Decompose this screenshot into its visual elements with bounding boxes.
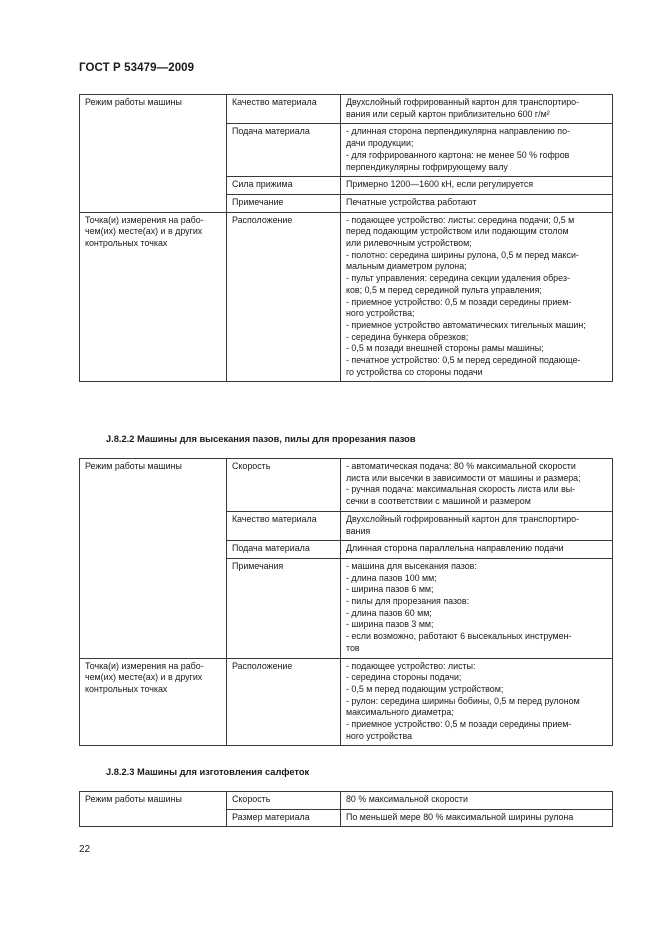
param-cell: Подача материала: [227, 124, 341, 177]
param-cell: Качество материала: [227, 511, 341, 540]
text-line: - середина бункера обрезков;: [346, 331, 469, 342]
value-cell: [341, 809, 613, 827]
text-line: 80 % максимальной скорости: [346, 794, 468, 804]
text-line: - ширина пазов 3 мм;: [346, 619, 434, 630]
text-line: - пульт управления: середина секции удаления обрез-: [346, 273, 570, 284]
table-2: [79, 458, 613, 746]
text-line: листа или высечки в зависимости от машины и размера;: [346, 472, 581, 483]
text-line: - 0,5 м позади внешней стороны рамы машины;: [346, 343, 544, 354]
text-line: перпендикулярны гофрирующему валу: [346, 161, 508, 172]
group-label: Точка(и) измерения на рабо-чем(их) месте(ах) и в других контрольных точках: [80, 212, 227, 382]
text-line: тов: [346, 642, 360, 653]
text-line: - если возможно, работают 6 высекальных инструмен-: [346, 631, 572, 642]
text-line: ков; 0,5 м перед серединой пульта управления;: [346, 284, 542, 295]
text-line: По меньшей мере 80 % максимальной ширины рулона: [346, 811, 574, 822]
param-cell: Расположение: [227, 212, 341, 382]
text-line: - середина стороны подачи;: [346, 672, 462, 683]
group-label: Режим работы машины: [80, 95, 227, 213]
value-cell: [341, 558, 613, 658]
value-cell: [341, 658, 613, 746]
text-line: - длинная сторона перпендикулярна направлению по-: [346, 126, 570, 137]
text-line: вания: [346, 525, 371, 536]
section-title: J.8.2.3 Машины для изготовления салфеток: [106, 767, 310, 777]
value-cell: [341, 95, 613, 124]
value-cell: [341, 194, 613, 212]
value-cell: [341, 792, 613, 810]
param-cell: Размер материала: [227, 809, 341, 827]
table-1: [79, 94, 613, 382]
text-line: Печатные устройства работают: [346, 196, 477, 207]
text-line: - подающее устройство: листы:: [346, 660, 476, 671]
param-cell: Примечания: [227, 558, 341, 658]
text-line: вания или серый картон приблизительно 600 г/м²: [346, 108, 550, 119]
text-line: - ручная подача: максимальная скорость листа или вы-: [346, 484, 576, 495]
group-label: Точка(и) измерения на рабо-чем(их) месте(ах) и в других контрольных точках: [80, 658, 227, 746]
text-line: ного устройства: [346, 730, 413, 741]
table-row: [80, 792, 613, 810]
param-cell: Скорость: [227, 459, 341, 512]
text-line: - пилы для прорезания пазов:: [346, 596, 470, 607]
text-line: го устройства со стороны подачи: [346, 366, 483, 377]
text-line: дачи продукции;: [346, 138, 414, 149]
text-line: - для гофрированного картона: не менее 50 % гофров: [346, 149, 570, 160]
param-cell: Качество материала: [227, 95, 341, 124]
text-line: - длина пазов 100 мм;: [346, 572, 437, 583]
value-cell: [341, 541, 613, 559]
table-row: [80, 95, 613, 124]
text-line: - длина пазов 60 мм;: [346, 607, 432, 618]
text-line: Примерно 1200—1600 кН, если регулируется: [346, 179, 534, 190]
table-3: [79, 791, 613, 827]
text-line: перед подающим устройством или подающим столом: [346, 226, 569, 237]
text-line: - 0,5 м перед подающим устройством;: [346, 683, 504, 694]
text-line: сечки в соответствии с машиной и размером: [346, 496, 531, 507]
group-label: Режим работы машины: [80, 792, 227, 827]
text-line: - приемное устройство: 0,5 м позади середины прием-: [346, 296, 572, 307]
text-line: - рулон: середина ширины бобины, 0,5 м перед рулоном: [346, 695, 580, 706]
text-line: - автоматическая подача: 80 % максимальной скорости: [346, 461, 576, 471]
param-cell: Сила прижима: [227, 177, 341, 195]
text-line: - приемное устройство автоматических тигельных машин;: [346, 319, 586, 330]
param-cell: Расположение: [227, 658, 341, 746]
text-line: или рилевочным устройством;: [346, 238, 472, 249]
text-line: - ширина пазов 6 мм;: [346, 584, 434, 595]
param-cell: Подача материала: [227, 541, 341, 559]
text-line: Двухслойный гофрированный картон для транспортиро-: [346, 97, 580, 107]
group-label: Режим работы машины: [80, 459, 227, 659]
text-line: Двухслойный гофрированный картон для транспортиро-: [346, 513, 580, 524]
text-line: - печатное устройство: 0,5 м перед серединой подающе-: [346, 355, 581, 366]
table-row: [80, 459, 613, 512]
param-cell: Скорость: [227, 792, 341, 810]
value-cell: [341, 212, 613, 382]
text-line: - приемное устройство: 0,5 м позади середины прием-: [346, 719, 572, 730]
document-header: ГОСТ Р 53479—2009: [79, 62, 195, 74]
text-line: - подающее устройство: листы: середина подачи; 0,5 м: [346, 214, 575, 225]
text-line: ного устройства;: [346, 308, 415, 319]
page-number: 22: [79, 844, 91, 855]
section-title: J.8.2.2 Машины для высекания пазов, пилы для прорезания пазов: [106, 434, 416, 444]
text-line: максимального диаметра;: [346, 707, 454, 718]
text-line: - полотно: середина ширины рулона, 0,5 м перед макси-: [346, 249, 579, 260]
value-cell: [341, 124, 613, 177]
text-line: мальным диаметром рулона;: [346, 261, 467, 272]
value-cell: [341, 459, 613, 512]
text-line: Длинная сторона параллельна направлению подачи: [346, 543, 564, 554]
value-cell: [341, 511, 613, 540]
param-cell: Примечание: [227, 194, 341, 212]
text-line: - машина для высекания пазов:: [346, 560, 477, 571]
table-row: [80, 212, 613, 382]
value-cell: [341, 177, 613, 195]
table-row: [80, 658, 613, 746]
